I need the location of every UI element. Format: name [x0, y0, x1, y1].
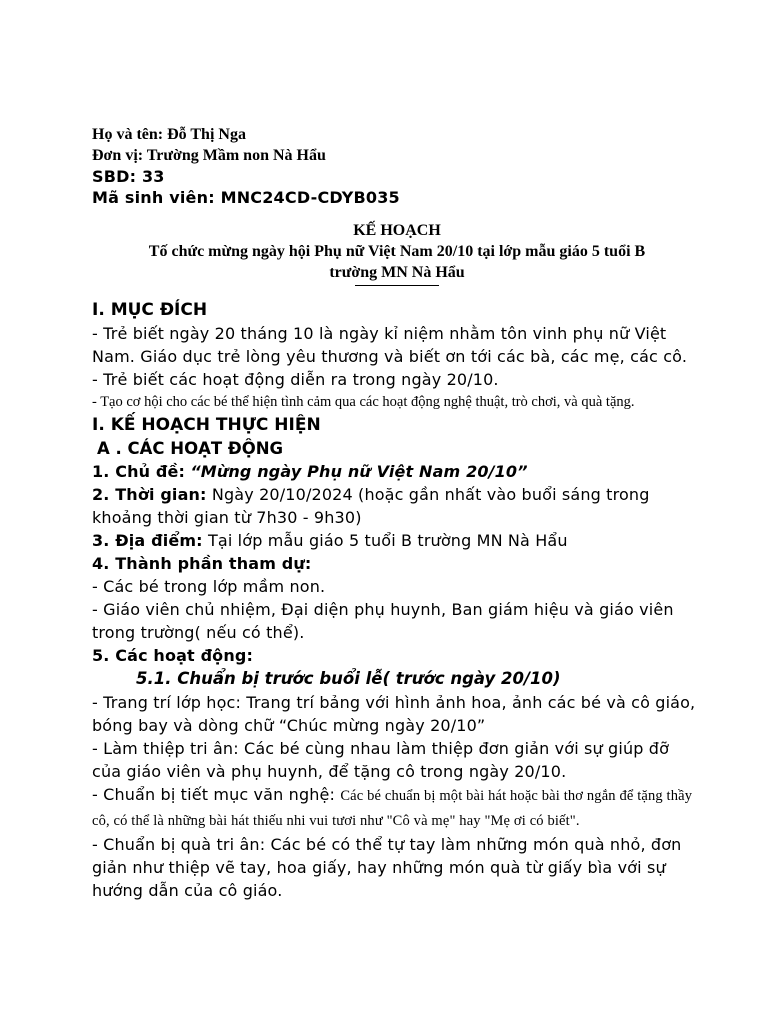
item-participants-label: 4. Thành phần tham dự: [92, 554, 312, 573]
item-time [92, 483, 702, 529]
item-activities-label: 5. Các hoạt động: [92, 646, 254, 665]
document-page [92, 124, 702, 902]
purpose-paragraph-3: - Tạo cơ hội cho các bé thể hiện tình cảm qua các hoạt động nghệ thuật, trò chơi, và quà tặng. [92, 394, 635, 410]
activity-performance-label: - Chuẩn bị tiết mục văn nghệ: [92, 785, 336, 804]
item-activities [92, 644, 702, 667]
item-location [92, 529, 702, 552]
item-time-value: Ngày 20/10/2024 (hoặc gần nhất vào buổi sáng trong khoảng thời gian từ 7h30 - 9h30) [92, 485, 650, 527]
title-block [92, 220, 702, 286]
document-title: KẾ HOẠCH [353, 222, 441, 239]
item-topic-value: “Mừng ngày Phụ nữ Việt Nam 20/10” [190, 462, 528, 481]
student-id-line: Mã sinh viên: MNC24CD-CDYB035 [92, 188, 400, 207]
name-line: Họ và tên: Đỗ Thị Nga [92, 126, 246, 143]
item-topic [92, 460, 702, 483]
activity-decorate: - Trang trí lớp học: Trang trí bảng với hình ảnh hoa, ảnh các bé và cô giáo, bóng bay và dòng chữ “Chúc mừng ngày 20/10” [92, 693, 696, 735]
activity-performance-text: Các bé chuẩn bị một bài hát hoặc bài thơ ngắn để tặng thầy cô, có thể là những bài hát thiếu nhi vui tươi như "Cô và mẹ" hay "Mẹ ơi có biết". [92, 788, 693, 829]
activity-performance [92, 783, 702, 833]
activity-gifts: - Chuẩn bị quà tri ân: Các bé có thể tự tay làm những món quà nhỏ, đơn giản như thiệp vẽ tay, hoa giấy, hay những món quà từ giấy bìa với sự hướng dẫn của cô giáo. [92, 835, 682, 900]
item-participants [92, 552, 702, 575]
subsection-5-1-heading: 5.1. Chuẩn bị trước buổi lễ( trước ngày 20/10) [136, 669, 561, 688]
document-subtitle-line2: trường MN Nà Hẩu [329, 264, 465, 281]
section-heading-purpose: I. MỤC ĐÍCH [92, 300, 208, 320]
sbd-line: SBD: 33 [92, 167, 165, 186]
item-location-value: Tại lớp mẫu giáo 5 tuổi B trường MN Nà Hẩu [207, 531, 568, 550]
item-time-label: 2. Thời gian: [92, 485, 207, 504]
purpose-paragraph-1: - Trẻ biết ngày 20 tháng 10 là ngày kỉ niệm nhằm tôn vinh phụ nữ Việt Nam. Giáo dục trẻ lòng yêu thương và biết ơn tới các bà, các mẹ, các cô. [92, 324, 688, 366]
subsection-heading-activities: A . CÁC HOẠT ĐỘNG [97, 439, 284, 458]
participants-line-2: - Giáo viên chủ nhiệm, Đại diện phụ huynh, Ban giám hiệu và giáo viên trong trường( nếu có thể). [92, 600, 674, 642]
section-heading-plan: I. KẾ HOẠCH THỰC HIỆN [92, 415, 321, 435]
activity-cards: - Làm thiệp tri ân: Các bé cùng nhau làm thiệp đơn giản với sự giúp đỡ của giáo viên và phụ huynh, để tặng cô trong ngày 20/10. [92, 739, 670, 781]
unit-line: Đơn vị: Trường Mầm non Nà Hẩu [92, 147, 326, 164]
document-subtitle-line1: Tố chức mừng ngày hội Phụ nữ Việt Nam 20/10 tại lớp mẫu giáo 5 tuổi B [148, 243, 646, 260]
purpose-paragraph-2: - Trẻ biết các hoạt động diễn ra trong ngày 20/10. [92, 370, 499, 389]
item-topic-label: 1. Chủ đề: [92, 462, 186, 481]
participants-line-1: - Các bé trong lớp mầm non. [92, 577, 326, 596]
item-location-label: 3. Địa điểm: [92, 531, 203, 550]
